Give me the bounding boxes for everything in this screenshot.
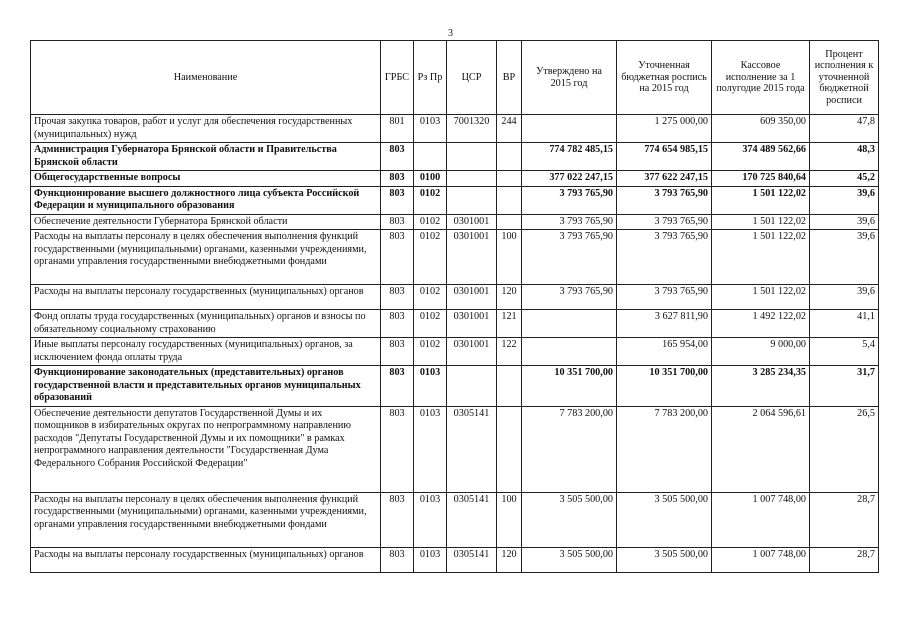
row-name: Расходы на выплаты персоналу в целях обеспечения выполнения функций государственными (муниципальными) органами, казенными учреждениями, органами управления государственными внебюджетными фондами [31,230,381,285]
row-csr [447,366,497,407]
row-grbs: 803 [381,285,414,310]
row-name: Прочая закупка товаров, работ и услуг для обеспечения государственных (муниципальных) нужд [31,115,381,143]
row-vr [497,214,522,230]
row-rzpr: 0100 [414,171,447,187]
col-header-approved: Утверждено на 2015 год [522,41,617,115]
row-grbs: 803 [381,310,414,338]
col-header-rzpr: Рз Пр [414,41,447,115]
row-name: Функционирование высшего должностного лица субъекта Российской Федерации и муниципального образования [31,186,381,214]
row-approved: 3 793 765,90 [522,285,617,310]
table-row [31,285,879,310]
row-grbs: 803 [381,406,414,492]
row-cash: 1 492 122,02 [712,310,810,338]
row-vr: 120 [497,285,522,310]
row-vr: 100 [497,230,522,285]
row-approved: 10 351 700,00 [522,366,617,407]
row-percent: 48,3 [810,143,879,171]
budget-table [30,40,879,573]
row-approved [522,115,617,143]
row-name: Обеспечение деятельности депутатов Государственной Думы и их помощников в избирательных округах по непрограммному направлению расходов "Депутаты Государственной Думы и их помощники" в рамках непрограммного направления деятельности "Государственная Дума Федерального Собрания Российской Федерации" [31,406,381,492]
row-cash: 1 501 122,02 [712,230,810,285]
row-approved [522,310,617,338]
row-csr: 0301001 [447,285,497,310]
row-percent: 39,6 [810,214,879,230]
table-row [31,230,879,285]
row-csr: 7001320 [447,115,497,143]
row-cash: 1 007 748,00 [712,492,810,547]
row-name: Фонд оплаты труда государственных (муниципальных) органов и взносы по обязательному социальному страхованию [31,310,381,338]
row-grbs: 803 [381,230,414,285]
table-row [31,366,879,407]
row-refined: 165 954,00 [617,338,712,366]
row-cash: 1 007 748,00 [712,547,810,572]
table-row [31,143,879,171]
row-rzpr: 0102 [414,186,447,214]
row-percent: 47,8 [810,115,879,143]
row-vr [497,143,522,171]
table-row [31,492,879,547]
row-refined: 1 275 000,00 [617,115,712,143]
row-vr: 122 [497,338,522,366]
row-refined: 7 783 200,00 [617,406,712,492]
row-percent: 28,7 [810,547,879,572]
table-row [31,310,879,338]
row-rzpr [414,143,447,171]
row-csr [447,171,497,187]
table-body [31,115,879,573]
row-approved: 3 505 500,00 [522,492,617,547]
row-percent: 26,5 [810,406,879,492]
row-refined: 3 793 765,90 [617,214,712,230]
row-name: Администрация Губернатора Брянской области и Правительства Брянской области [31,143,381,171]
row-refined: 774 654 985,15 [617,143,712,171]
col-header-csr: ЦСР [447,41,497,115]
row-cash: 2 064 596,61 [712,406,810,492]
row-vr [497,171,522,187]
row-vr: 244 [497,115,522,143]
row-vr: 100 [497,492,522,547]
row-grbs: 803 [381,492,414,547]
row-refined: 3 627 811,90 [617,310,712,338]
row-approved: 3 793 765,90 [522,186,617,214]
row-csr: 0301001 [447,310,497,338]
table-row [31,406,879,492]
row-percent: 28,7 [810,492,879,547]
col-header-name: Наименование [31,41,381,115]
row-grbs: 803 [381,214,414,230]
row-cash: 1 501 122,02 [712,214,810,230]
row-cash: 9 000,00 [712,338,810,366]
row-name: Иные выплаты персоналу государственных (муниципальных) органов, за исключением фонда оплаты труда [31,338,381,366]
row-name: Общегосударственные вопросы [31,171,381,187]
row-cash: 3 285 234,35 [712,366,810,407]
row-name: Расходы на выплаты персоналу государственных (муниципальных) органов [31,285,381,310]
row-percent: 45,2 [810,171,879,187]
row-approved: 3 793 765,90 [522,214,617,230]
row-grbs: 803 [381,186,414,214]
row-grbs: 803 [381,171,414,187]
row-refined: 3 793 765,90 [617,230,712,285]
row-csr: 0305141 [447,547,497,572]
row-name: Функционирование законодательных (представительных) органов государственной власти и представительных органов муниципальных образований [31,366,381,407]
row-csr: 0301001 [447,338,497,366]
row-refined: 3 793 765,90 [617,186,712,214]
row-rzpr: 0102 [414,285,447,310]
row-rzpr: 0102 [414,230,447,285]
row-csr [447,143,497,171]
row-cash: 1 501 122,02 [712,186,810,214]
row-refined: 377 622 247,15 [617,171,712,187]
row-grbs: 803 [381,338,414,366]
row-percent: 39,6 [810,186,879,214]
row-grbs: 803 [381,143,414,171]
row-grbs: 803 [381,366,414,407]
page-number: 3 [448,28,453,39]
row-grbs: 801 [381,115,414,143]
row-vr [497,406,522,492]
table-row [31,214,879,230]
row-vr [497,186,522,214]
row-approved: 3 793 765,90 [522,230,617,285]
row-cash: 1 501 122,02 [712,285,810,310]
col-header-vr: ВР [497,41,522,115]
row-percent: 41,1 [810,310,879,338]
row-csr: 0301001 [447,214,497,230]
row-name: Расходы на выплаты персоналу государственных (муниципальных) органов [31,547,381,572]
row-rzpr: 0103 [414,547,447,572]
table-row [31,547,879,572]
row-name: Расходы на выплаты персоналу в целях обеспечения выполнения функций государственными (муниципальными) органами, казенными учреждениями, органами управления государственными внебюджетными фондами [31,492,381,547]
row-rzpr: 0102 [414,338,447,366]
row-approved: 774 782 485,15 [522,143,617,171]
table-row [31,171,879,187]
row-cash: 170 725 840,64 [712,171,810,187]
row-cash: 374 489 562,66 [712,143,810,171]
row-cash: 609 350,00 [712,115,810,143]
col-header-grbs: ГРБС [381,41,414,115]
row-refined: 3 505 500,00 [617,492,712,547]
col-header-percent: Процент исполнения к уточненной бюджетной росписи [810,41,879,115]
row-approved [522,338,617,366]
row-csr [447,186,497,214]
row-csr: 0301001 [447,230,497,285]
row-percent: 39,6 [810,285,879,310]
row-rzpr: 0103 [414,406,447,492]
row-csr: 0305141 [447,492,497,547]
row-vr: 120 [497,547,522,572]
row-csr: 0305141 [447,406,497,492]
row-percent: 39,6 [810,230,879,285]
row-refined: 3 505 500,00 [617,547,712,572]
row-rzpr: 0102 [414,214,447,230]
row-rzpr: 0103 [414,366,447,407]
header-row [31,41,879,115]
row-rzpr: 0103 [414,115,447,143]
row-approved: 3 505 500,00 [522,547,617,572]
row-approved: 377 022 247,15 [522,171,617,187]
table-row [31,115,879,143]
row-rzpr: 0103 [414,492,447,547]
table-row [31,338,879,366]
table-row [31,186,879,214]
row-approved: 7 783 200,00 [522,406,617,492]
row-refined: 10 351 700,00 [617,366,712,407]
row-percent: 5,4 [810,338,879,366]
row-grbs: 803 [381,547,414,572]
row-rzpr: 0102 [414,310,447,338]
row-refined: 3 793 765,90 [617,285,712,310]
row-vr [497,366,522,407]
row-name: Обеспечение деятельности Губернатора Брянской области [31,214,381,230]
row-percent: 31,7 [810,366,879,407]
row-vr: 121 [497,310,522,338]
col-header-cash: Кассовое исполнение за 1 полугодие 2015 года [712,41,810,115]
col-header-refined: Уточненная бюджетная роспись на 2015 год [617,41,712,115]
